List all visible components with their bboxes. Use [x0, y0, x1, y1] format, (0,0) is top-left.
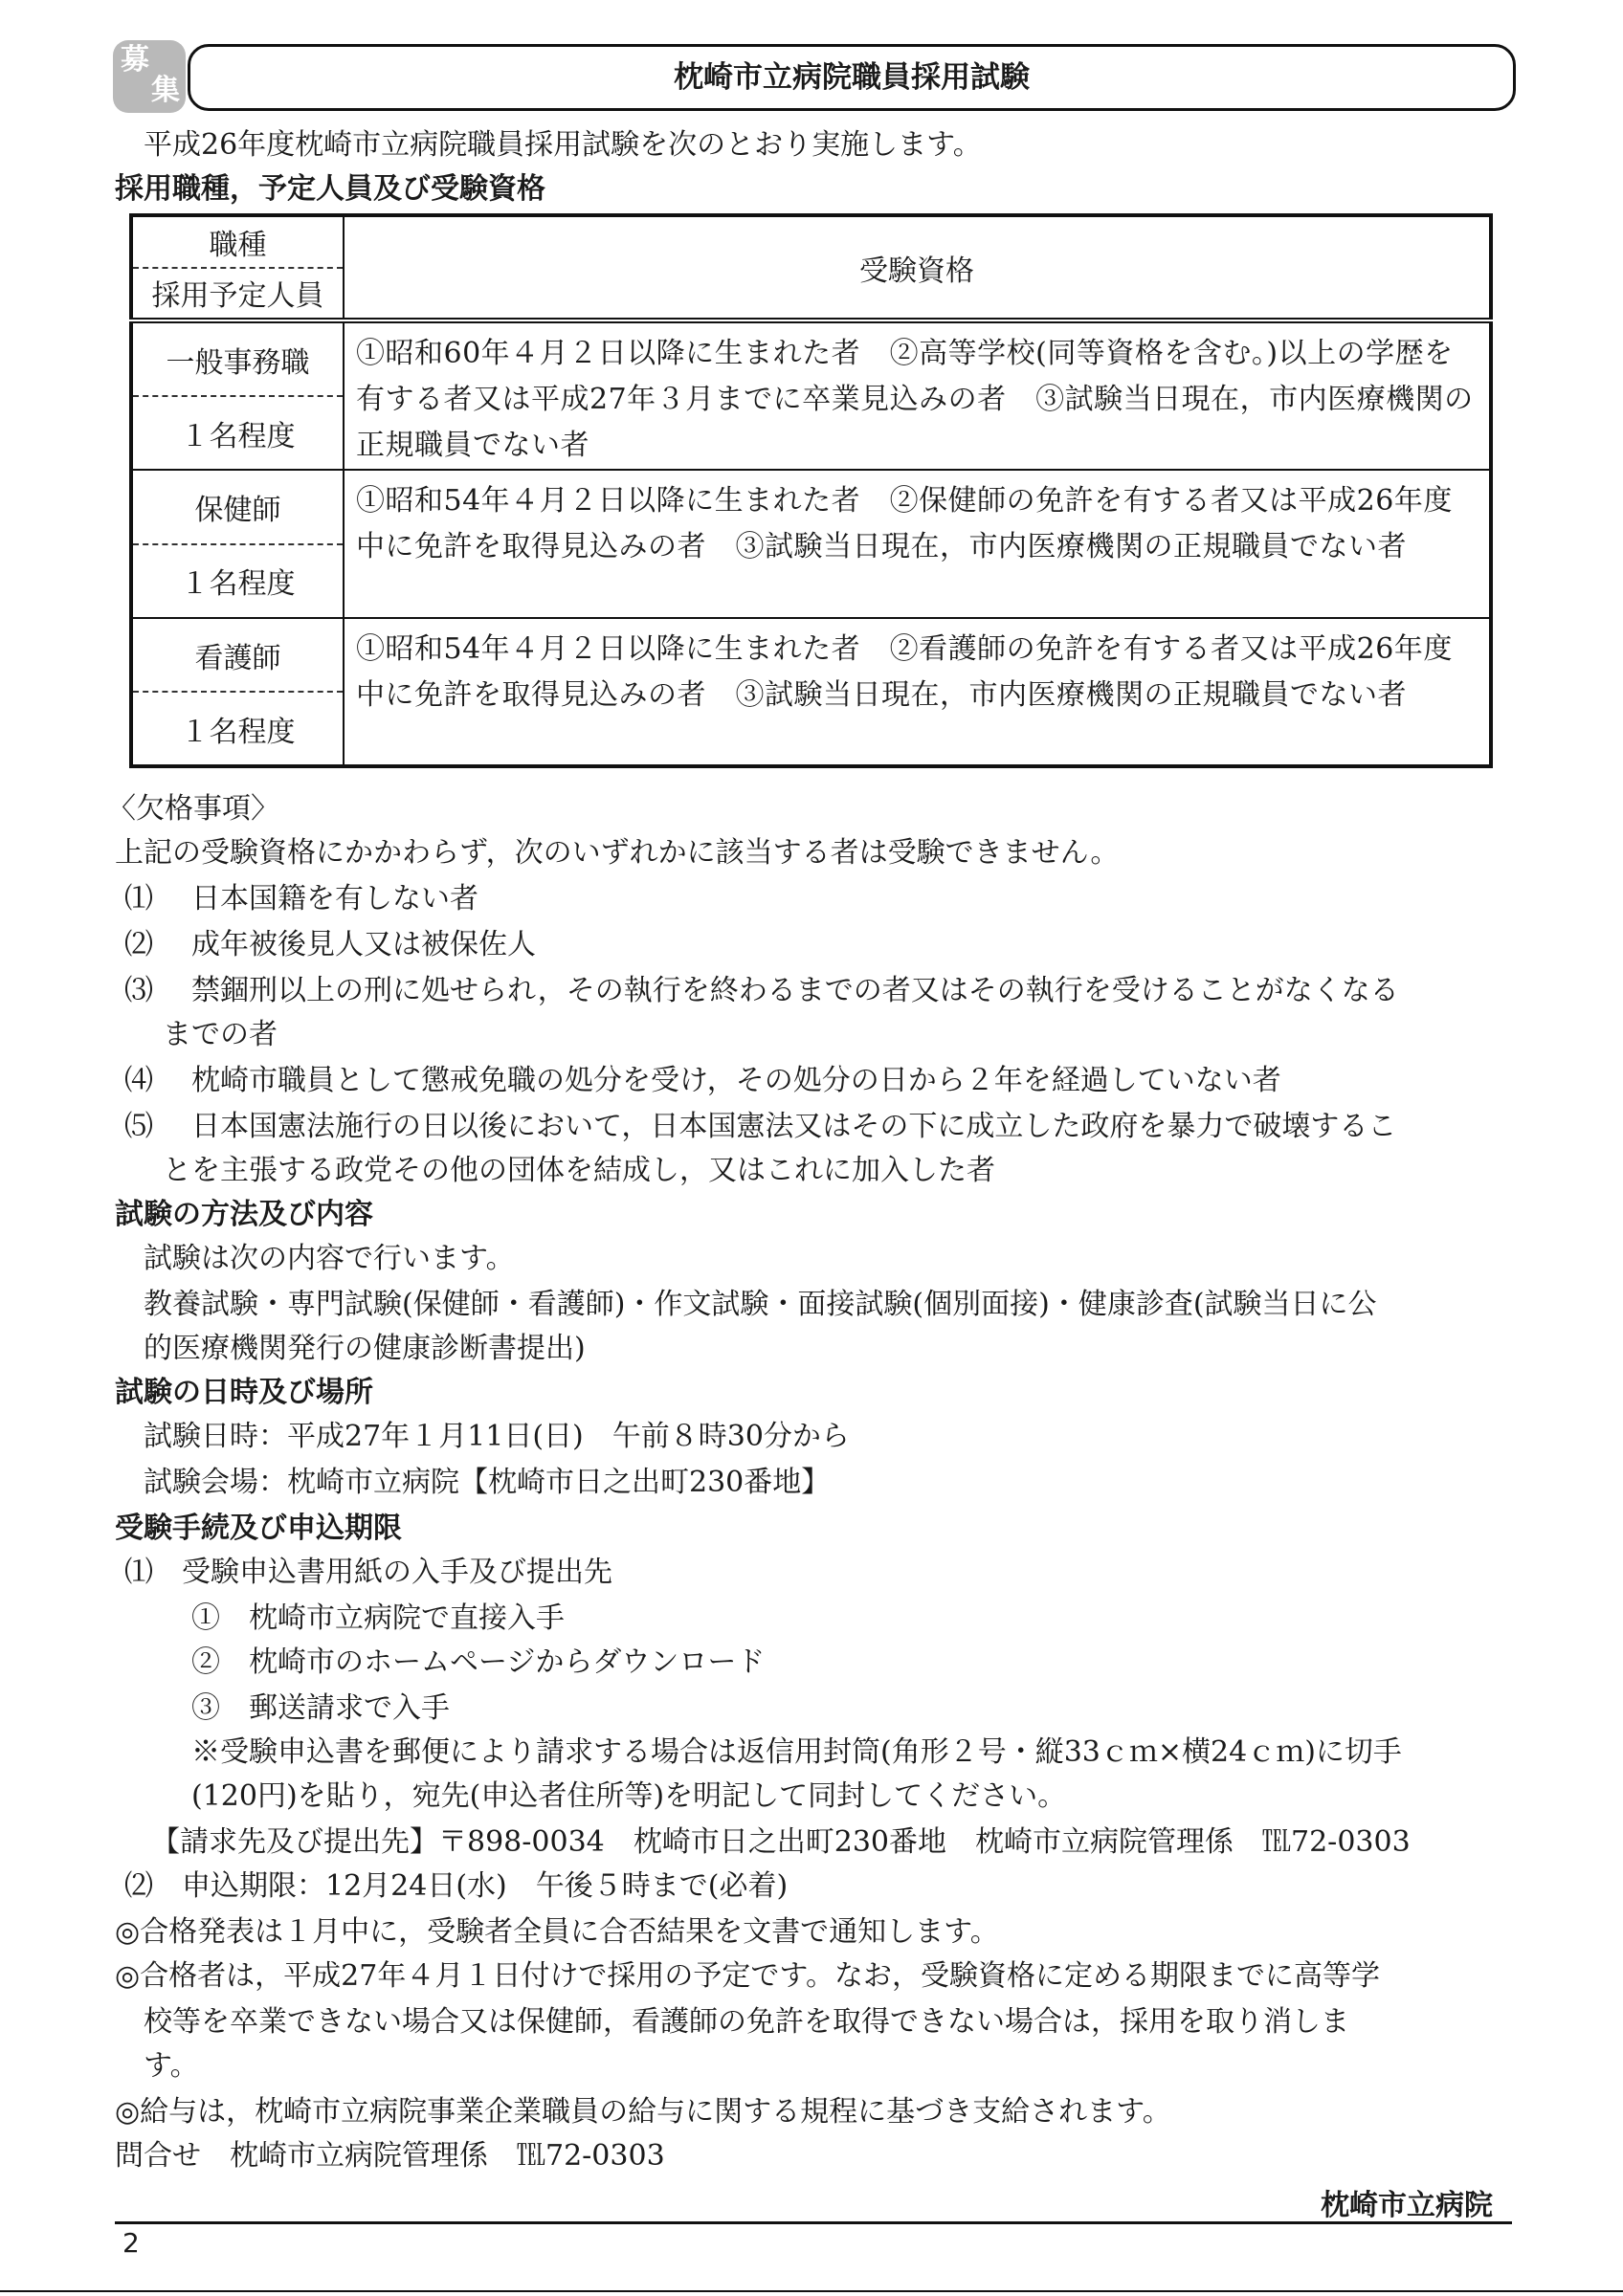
method-text: 試験は次の内容で行います。	[144, 1242, 515, 1275]
qualification-text: ①昭和60年４月２日以降に生まれた者 ②高等学校(同等資格を含む。)以上の学歴を有する者又は平成27年３月までに卒業見込みの者 ③試験当日現在，市内医療機関の正規職員でない者	[344, 320, 1491, 470]
planned-count: １名程度	[180, 567, 296, 602]
disqualification-intro: 上記の受験資格にかかわらず，次のいずれかに該当する者は受験できません。	[115, 836, 1120, 870]
list-item: 日本国憲法施行の日以後において，日本国憲法又はその下に成立した政府を暴力で破壊するこ	[191, 1110, 1397, 1143]
section-heading-method: 試験の方法及び内容	[115, 1198, 373, 1231]
planned-count: １名程度	[180, 715, 296, 749]
hire-note: 校等を卒業できない場合又は保健師，看護師の免許を取得できない場合は，採用を取り消しま	[144, 2005, 1349, 2039]
inquiry-text: 問合せ 枕崎市立病院管理係 ℡72-0303	[115, 2139, 665, 2173]
qualification-text: ①昭和54年４月２日以降に生まれた者 ②看護師の免許を有する者又は平成26年度中に免許を取得見込みの者 ③試験当日現在，市内医療機関の正規職員でない者	[344, 618, 1491, 766]
page-title: 枕崎市立病院職員採用試験	[188, 44, 1516, 111]
list-item: 成年被後見人又は被保佐人	[191, 928, 536, 961]
list-item-number: ⑶	[124, 974, 153, 1007]
section-heading-apply: 受験手続及び申込期限	[115, 1512, 402, 1545]
apply-sub-item: ③ 郵送請求で入手	[191, 1691, 450, 1725]
list-item: 禁錮刑以上の刑に処せられ，その執行を終わるまでの者又はその執行を受けることがなくなる	[191, 974, 1399, 1007]
list-item: 枕崎市職員として懲戒免職の処分を受け，その処分の日から２年を経過していない者	[191, 1064, 1281, 1097]
footer-rule	[115, 2221, 1512, 2224]
footer-organization: 枕崎市立病院	[1321, 2189, 1493, 2222]
page-number: 2	[122, 2227, 140, 2259]
page-bottom-border	[0, 2290, 1623, 2292]
row-left-cell	[131, 470, 344, 618]
table-row	[131, 320, 1491, 470]
header-job: 職種	[133, 217, 343, 269]
apply-item: ⑴ 受験申込書用紙の入手及び提出先	[124, 1556, 612, 1589]
section-heading-schedule: 試験の日時及び場所	[115, 1376, 373, 1409]
recruitment-badge	[113, 40, 186, 113]
method-text: 教養試験・専門試験(保健師・看護師)・作文試験・面接試験(個別面接)・健康診査(試験当日に公	[144, 1288, 1377, 1321]
hire-note: ◎合格者は，平成27年４月１日付けで採用の予定です。なお，受験資格に定める期限までに高等学	[115, 1959, 1380, 1993]
header-count: 採用予定人員	[151, 279, 324, 314]
list-item-continuation: とを主張する政党その他の団体を結成し，又はこれに加入した者	[163, 1154, 995, 1187]
list-item-number: ⑴	[124, 882, 153, 916]
apply-note: (120円)を貼り，宛先(申込者住所等)を明記して同封してください。	[191, 1779, 1067, 1813]
job-name: 看護師	[133, 619, 343, 693]
table-row	[131, 470, 1491, 618]
result-note: ◎合格発表は１月中に，受験者全員に合否結果を文書で通知します。	[115, 1915, 999, 1949]
list-item-continuation: までの者	[163, 1018, 278, 1051]
list-item-number: ⑸	[124, 1110, 153, 1143]
hire-note: す。	[144, 2049, 199, 2083]
row-left-cell	[131, 320, 344, 470]
apply-contact: 【請求先及び提出先】〒898-0034 枕崎市日之出町230番地 枕崎市立病院管理係 ℡72-0303	[151, 1825, 1411, 1859]
badge-char-2: 集	[151, 74, 180, 107]
list-item-number: ⑷	[124, 1064, 153, 1097]
job-name: 保健師	[133, 471, 343, 545]
table-row	[131, 618, 1491, 766]
list-item-number: ⑵	[124, 928, 153, 961]
intro-text: 平成26年度枕崎市立病院職員採用試験を次のとおり実施します。	[144, 128, 982, 162]
table-header-row	[131, 215, 1491, 320]
apply-item: ⑵ 申込期限：12月24日(水) 午後５時まで(必着)	[124, 1869, 789, 1903]
salary-note: ◎給与は，枕崎市立病院事業企業職員の給与に関する規程に基づき支給されます。	[115, 2095, 1171, 2129]
qualification-text: ①昭和54年４月２日以降に生まれた者 ②保健師の免許を有する者又は平成26年度中に免許を取得見込みの者 ③試験当日現在，市内医療機関の正規職員でない者	[344, 470, 1491, 618]
planned-count: １名程度	[180, 419, 296, 453]
positions-table	[129, 213, 1493, 768]
job-name: 一般事務職	[133, 323, 343, 397]
list-item: 日本国籍を有しない者	[191, 882, 478, 916]
row-left-cell	[131, 618, 344, 766]
apply-sub-item: ② 枕崎市のホームページからダウンロード	[191, 1645, 766, 1679]
disqualification-heading: 〈欠格事項〉	[107, 792, 279, 826]
section-heading-positions: 採用職種，予定人員及び受験資格	[115, 172, 545, 206]
exam-venue: 試験会場：枕崎市立病院【枕崎市日之出町230番地】	[144, 1466, 831, 1499]
method-text: 的医療機関発行の健康診断書提出)	[144, 1332, 586, 1365]
apply-note: ※受験申込書を郵便により請求する場合は返信用封筒(角形２号・縦33ｃｍ×横24ｃｍ)に切手	[191, 1735, 1402, 1769]
header-qualification: 受験資格	[344, 215, 1491, 320]
header-left-cell	[131, 215, 344, 320]
exam-datetime: 試験日時：平成27年１月11日(日) 午前８時30分から	[144, 1420, 850, 1453]
badge-char-1: 募	[121, 43, 149, 77]
apply-sub-item: ① 枕崎市立病院で直接入手	[191, 1601, 565, 1635]
